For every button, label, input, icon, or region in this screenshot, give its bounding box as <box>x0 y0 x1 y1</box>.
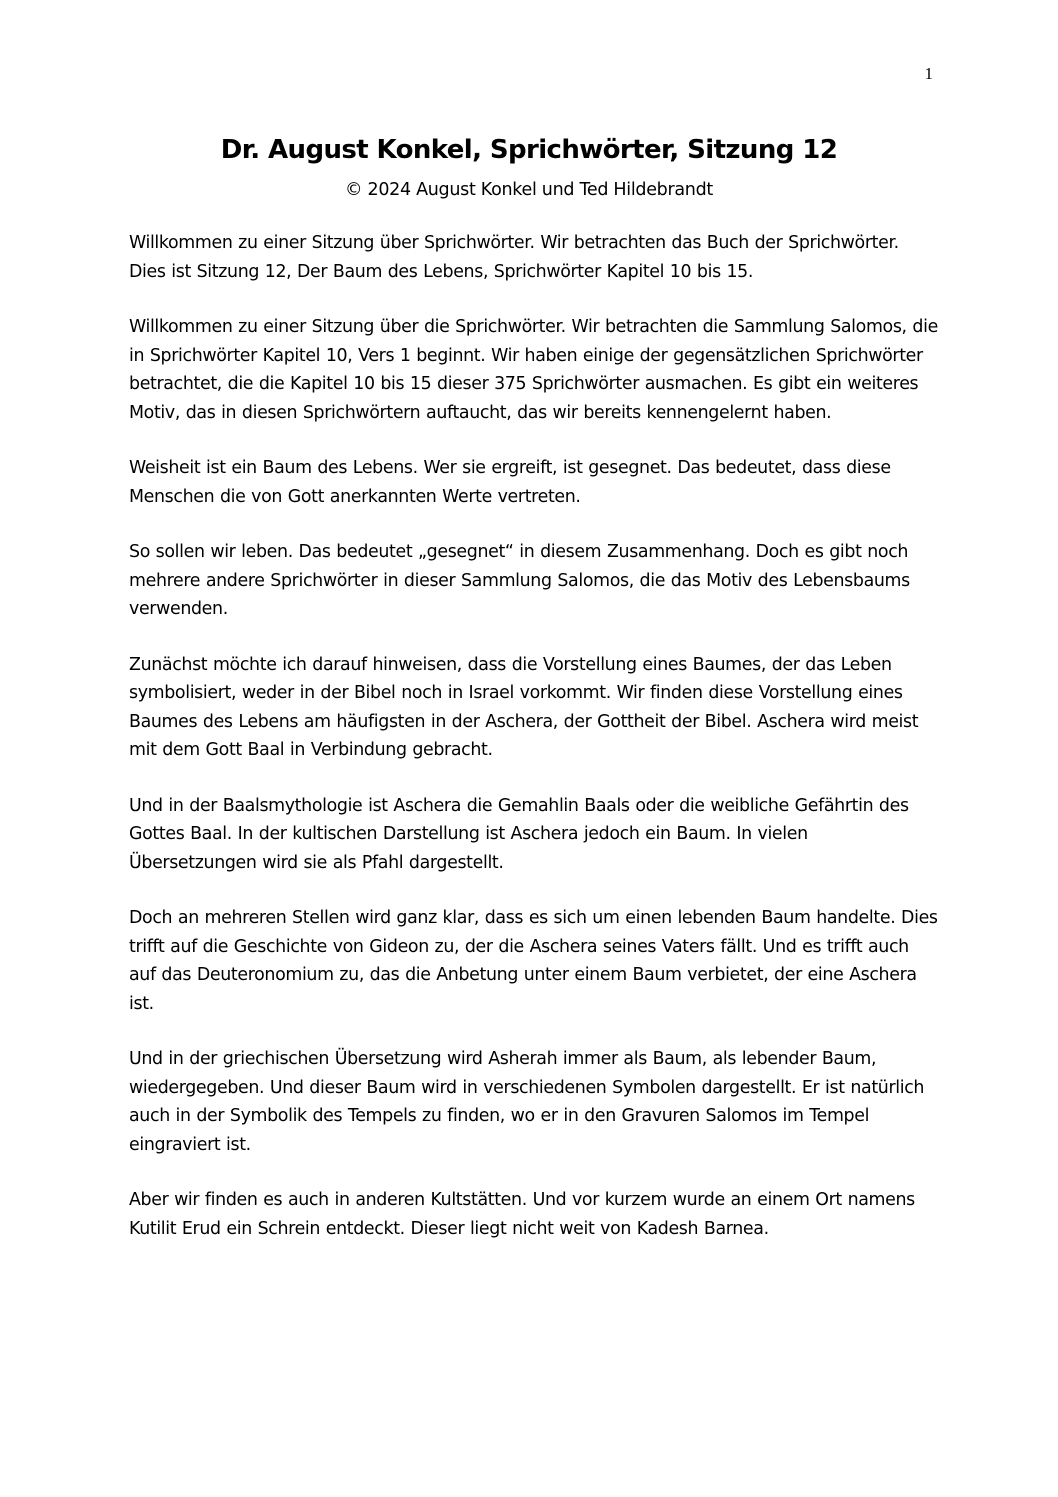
paragraph-1: Willkommen zu einer Sitzung über Sprichwörter. Wir betrachten das Buch der Sprichwörter. Dies ist Sitzung 12, Der Baum des Lebens, Sprichwörter Kapitel 10 bis 15. <box>129 233 899 282</box>
paragraph-6: Und in der Baalsmythologie ist Aschera die Gemahlin Baals oder die weibliche Gefährtin des Gottes Baal. In der kultischen Darstellung ist Aschera jedoch ein Baum. In vielen Übersetzungen wird sie als Pfahl dargestellt. <box>129 795 909 873</box>
copyright-line: © 2024 August Konkel und Ted Hildebrandt <box>345 180 713 200</box>
page-number: 1 <box>924 64 933 83</box>
paragraph-4: So sollen wir leben. Das bedeutet „gesegnet“ in diesem Zusammenhang. Doch es gibt noch mehrere andere Sprichwörter in dieser Sammlung Salomos, die das Motiv des Lebensbaums verwenden. <box>129 542 910 619</box>
paragraph-5: Zunächst möchte ich darauf hinweisen, dass die Vorstellung eines Baumes, der das Leben symbolisiert, weder in der Bibel noch in Israel vorkommt. Wir finden diese Vorstellung eines Baumes des Lebens am häufigsten in der Aschera, der Gottheit der Bibel. Aschera wird meist mit dem Gott Baal in Verbindung gebracht. <box>129 654 919 760</box>
document-title: Dr. August Konkel, Sprichwörter, Sitzung 12 <box>220 135 838 165</box>
paragraph-9: Aber wir finden es auch in anderen Kultstätten. Und vor kurzem wurde an einem Ort namens Kutilit Erud ein Schrein entdeckt. Dieser liegt nicht weit von Kadesh Barnea. <box>129 1190 915 1239</box>
paragraph-7: Doch an mehreren Stellen wird ganz klar, dass es sich um einen lebenden Baum handelte. Dies trifft auf die Geschichte von Gideon zu, der die Aschera seines Vaters fällt. Und es trifft auch auf das Deuteronomium zu, das die Anbetung unter einem Baum verbietet, der eine Aschera ist. <box>129 908 938 1014</box>
document-body <box>129 229 939 1270</box>
paragraph-8: Und in der griechischen Übersetzung wird Asherah immer als Baum, als lebender Baum, wiedergegeben. Und dieser Baum wird in verschiedenen Symbolen dargestellt. Er ist natürlich auch in der Symbolik des Tempels zu finden, wo er in den Gravuren Salomos im Tempel eingraviert ist. <box>129 1049 925 1155</box>
paragraph-3: Weisheit ist ein Baum des Lebens. Wer sie ergreift, ist gesegnet. Das bedeutet, dass diese Menschen die von Gott anerkannten Werte vertreten. <box>129 458 891 507</box>
paragraph-2: Willkommen zu einer Sitzung über die Sprichwörter. Wir betrachten die Sammlung Salomos, die in Sprichwörter Kapitel 10, Vers 1 beginnt. Wir haben einige der gegensätzlichen Sprichwörter betrachtet, die die Kapitel 10 bis 15 dieser 375 Sprichwörter ausmachen. Es gibt ein weiteres Motiv, das in diesen Sprichwörtern auftaucht, das wir bereits kennengelernt haben. <box>129 317 938 423</box>
